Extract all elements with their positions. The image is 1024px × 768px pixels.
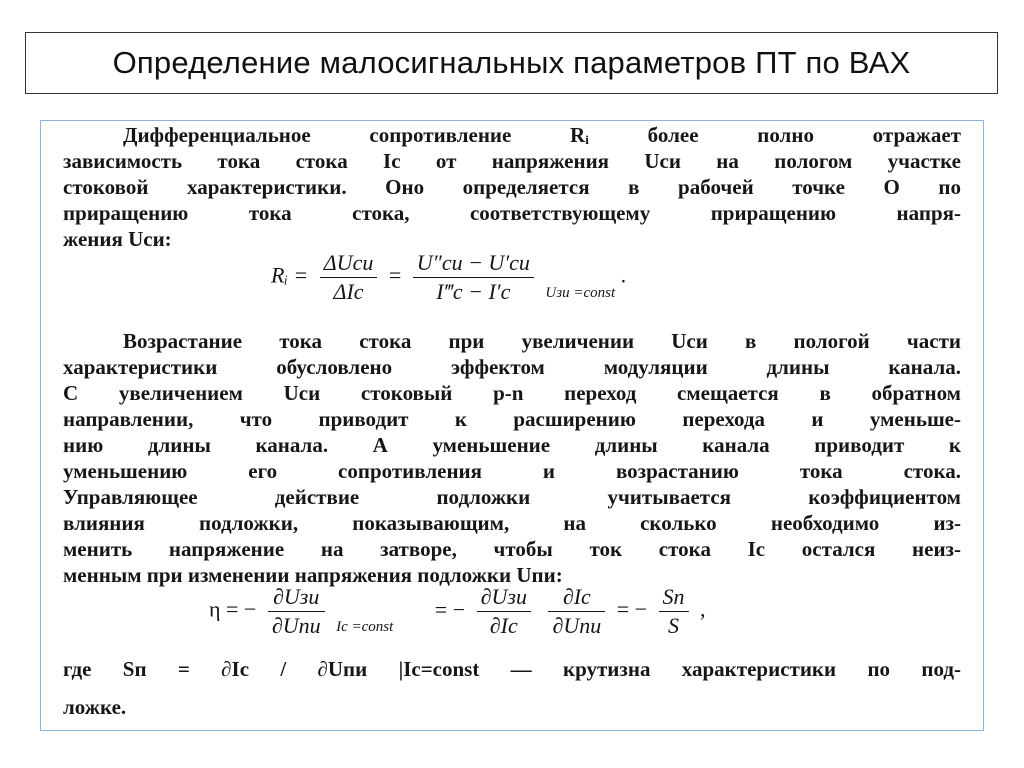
text-line: зависимость тока стока Iс от напряжения Uси на пологом участке — [63, 149, 961, 173]
formula-r1 — [271, 249, 626, 306]
text-line: ложке. — [63, 695, 127, 719]
slide-title: Определение малосигнальных параметров ПТ по ВАХ — [112, 45, 911, 80]
text-line: менным при изменении напряжения подложки Uпи: — [63, 563, 563, 587]
text-line: жения Uси: — [63, 227, 172, 251]
formula-condition: Uзи =const — [545, 284, 616, 301]
fraction-numerator: ΔUси — [320, 249, 378, 278]
text-line: где Sп = ∂Iс / ∂Uпи |Iс=const — крутизна характеристики по под- — [63, 657, 961, 681]
equals-sign: = − — [434, 596, 466, 622]
text-line: Управляющее действие подложки учитывается коэффициентом — [63, 485, 961, 509]
equals-sign: = − — [616, 596, 648, 622]
fraction — [477, 583, 531, 640]
fraction — [320, 249, 378, 306]
fraction-denominator: ∂Iс — [489, 613, 518, 638]
text-line: влияния подложки, показывающим, на сколько необходимо из- — [63, 511, 961, 535]
slide-title-box — [25, 32, 998, 94]
text-line: направлении, что приводит к расширению перехода и уменьше- — [63, 407, 961, 431]
formula-condition: Iс =const — [336, 618, 394, 635]
formula-end: , — [700, 596, 706, 622]
text-line: Дифференциальное сопротивление Rᵢ более полно отражает — [123, 123, 961, 147]
formula-end: . — [620, 262, 627, 288]
text-line: уменьшению его сопротивления и возрастанию тока стока. — [63, 459, 961, 483]
fraction-denominator: ΔIс — [333, 279, 364, 304]
text-line: нию длины канала. А уменьшение длины канала приводит к — [63, 433, 961, 457]
fraction-denominator: S — [668, 613, 680, 638]
fraction — [548, 583, 605, 640]
text-line: С увеличением Uси стоковый p-n переход смещается в обратном — [63, 381, 961, 405]
fraction-numerator: ∂Uзи — [268, 583, 325, 612]
fraction-denominator: ∂Uпи — [271, 613, 321, 638]
fraction — [413, 249, 534, 306]
fraction-numerator: U″си − U′си — [413, 249, 534, 278]
scanned-text-image — [40, 120, 984, 731]
text-line: менить напряжение на затворе, чтобы ток стока Iс остался неиз- — [63, 537, 961, 561]
fraction-numerator: ∂Iс — [548, 583, 605, 612]
fraction-denominator: ∂Uпи — [552, 613, 602, 638]
text-line: приращению тока стока, соответствующему приращению напря- — [63, 201, 961, 225]
fraction — [268, 583, 325, 640]
fraction-denominator: I‴с − I′с — [436, 279, 511, 304]
text-line: характеристики обусловлено эффектом модуляции длины канала. — [63, 355, 961, 379]
equals-sign: = — [388, 262, 402, 288]
formula-lhs: η = − — [209, 596, 257, 622]
fraction-numerator: ∂Uзи — [477, 583, 531, 612]
fraction-numerator: Sп — [659, 583, 689, 612]
fraction — [659, 583, 689, 640]
formula-eta — [209, 583, 706, 640]
formula-lhs: Rᵢ = — [271, 262, 309, 288]
text-line: Возрастание тока стока при увеличении Uси в пологой части — [123, 329, 961, 353]
text-line: стоковой характеристики. Оно определяется в рабочей точке O по — [63, 175, 961, 199]
